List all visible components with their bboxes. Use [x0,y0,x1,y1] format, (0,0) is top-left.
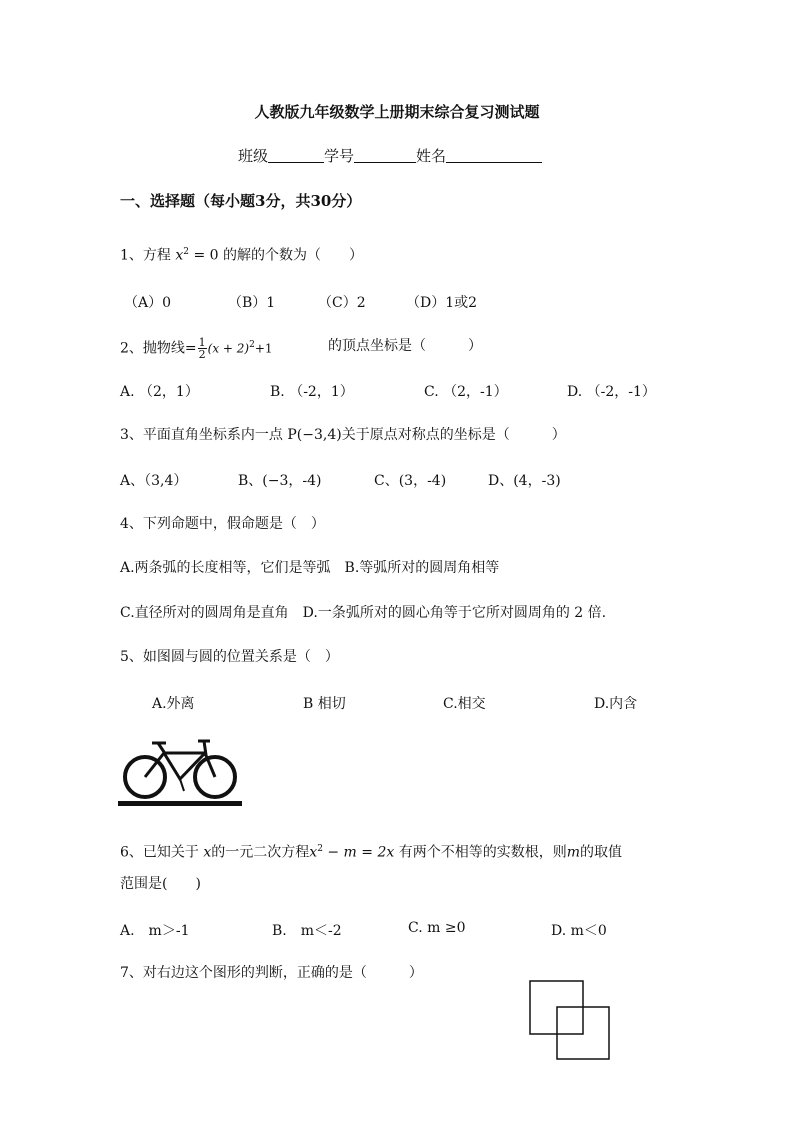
q6-option-c: C. m ≥0 [408,920,466,936]
section-heading: 一、选择题（每小题3分，共30分） [120,192,362,210]
q2-expr: (x + 2) [207,341,250,356]
q2-option-d: D. （-2，-1） [567,384,656,400]
q2-prefix: 2、抛物线 [120,340,185,357]
number-blank [354,148,416,163]
q4-options-line2: C.直径所对的圆周角是直角 D.一条弧所对的圆心角等于它所对圆周角的 2 倍. [120,605,607,621]
q2-option-b: B. （-2，1） [270,384,354,400]
student-info-row [238,147,542,165]
q5-option-c: C.相交 [443,696,486,712]
q1-rest: = 0 [193,247,219,264]
name-label: 姓名 [416,147,447,165]
overlapping-squares-icon [528,978,612,1062]
q6-eq-exp: 2 [317,844,323,854]
q5-option-a: A.外离 [152,696,195,712]
q3-option-b: B、(−3，-4) [238,473,322,489]
number-label: 学号 [324,147,355,165]
q2-suffix: 的顶点坐标是（ ） [328,338,482,354]
q6-prefix: 6、已知关于 [120,844,199,861]
question-2: 2、抛物线= $\frac{1}{2}$ $(x + 2)^2+1$ [120,336,273,362]
q2-exp: 2 [249,340,255,350]
q2-fraction: $\frac{1}{2}$ [198,336,206,362]
q3-option-a: A、（3,4） [120,473,188,489]
question-3: 3、平面直角坐标系内一点 P(−3,4)关于原点对称点的坐标是（ ） [120,427,566,443]
q1-option-c: （C）2 [318,295,366,311]
q6-mid: 的一元二次方程 [211,844,310,861]
q6-eq-a: x [309,844,318,861]
q6-end: 的取值 [580,844,622,861]
page-title: 人教版九年级数学上册期末综合复习测试题 [254,103,540,121]
q6-option-d: D. m＜0 [551,923,607,939]
q3-option-d: D、(4，-3) [488,473,561,489]
q6-mid2: 有两个不相等的实数根，则 [394,844,567,861]
q2-option-a: A. （2，1） [120,384,199,400]
q1-var: x [175,247,184,264]
question-6 [120,840,622,862]
q2-expr-end: +1 [254,341,273,356]
q1-option-a: （A）0 [124,295,172,311]
q1-prefix: 1、方程 [120,247,171,264]
q1-exp: 2 [183,247,190,257]
q6-var-m: m [566,844,580,861]
question-4: 4、下列命题中，假命题是（ ） [120,516,325,532]
q5-option-b: B 相切 [303,696,346,712]
q6-option-b: B. m＜-2 [272,923,342,939]
q6-eq-b: − m = 2x [322,844,395,861]
q2-option-c: C. （2，-1） [424,384,508,400]
q4-options-line1: A.两条弧的长度相等，它们是等弧 B.等弧所对的圆周角相等 [120,560,500,576]
bicycle-icon [118,733,242,807]
q6-var-x: x [203,844,212,861]
q3-option-c: C、(3，-4) [374,473,447,489]
q1-option-b: （B）1 [228,295,276,311]
q5-option-d: D.内含 [594,696,638,712]
question-5: 5、如图圆与圆的位置关系是（ ） [120,649,339,665]
question-7: 7、对右边这个图形的判断，正确的是（ ） [120,965,423,981]
class-blank [268,148,324,163]
name-blank [446,148,542,163]
class-label: 班级 [238,147,269,165]
q1-suffix: 的解的个数为（ ） [223,247,364,264]
q6-option-a: A. m＞-1 [120,923,190,939]
q6-line2: 范围是( ) [120,876,201,892]
q1-option-d: （D）1或2 [406,295,478,311]
question-1 [120,243,363,265]
